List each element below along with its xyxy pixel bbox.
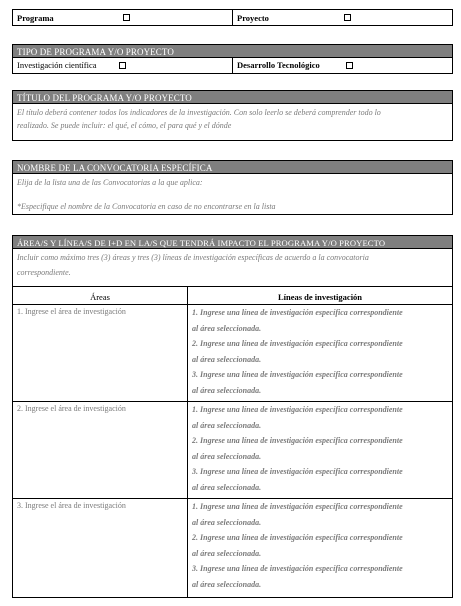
col-header-lineas-label: Líneas de investigación	[277, 292, 363, 302]
section-header-tipo: TIPO DE PROGRAMA Y/O PROYECTO	[12, 44, 453, 58]
area-cell-2[interactable]	[12, 402, 188, 499]
line-3-2b: al área seleccionada.	[192, 548, 262, 558]
line-1-1b: al área seleccionada.	[192, 323, 262, 333]
lineas-cell-1[interactable]	[188, 305, 453, 402]
line-1-3b: al área seleccionada.	[192, 385, 262, 395]
project-cell	[233, 9, 453, 26]
area-cell-1[interactable]	[12, 305, 188, 402]
titulo-instructions-2: realizado. Se puede incluir: el qué, el cómo, el para qué y el dónde	[17, 121, 232, 130]
tipo-tech-cell	[233, 58, 453, 74]
area-cell-3[interactable]	[12, 499, 188, 598]
line-2-1b: al área seleccionada.	[192, 420, 262, 430]
lineas-cell-2[interactable]	[188, 402, 453, 499]
line-3-1a: 1. Ingrese una línea de investigación específica correspondiente	[192, 502, 403, 511]
areas-instructions-2: correspondiente.	[17, 268, 71, 277]
line-1-2b: al área seleccionada.	[192, 354, 262, 364]
line-2-3a: 3. Ingrese una línea de investigación específica correspondiente	[192, 467, 403, 477]
col-header-areas	[12, 287, 188, 305]
program-label: Programa	[17, 13, 54, 23]
line-1-1a: 1. Ingrese una línea de investigación específica correspondiente	[192, 308, 403, 317]
line-1-2a: 2. Ingrese una línea de investigación específica correspondiente	[192, 339, 403, 349]
convocatoria-field[interactable]	[12, 174, 453, 215]
area-text-3: 3. Ingrese el área de investigación	[17, 501, 126, 510]
project-checkbox[interactable]	[344, 14, 351, 21]
program-checkbox[interactable]	[123, 14, 130, 21]
convocatoria-line-1: Elija de la lista una de las Convocatorias a la que aplica:	[17, 178, 203, 187]
section-header-titulo: TÍTULO DEL PROGRAMA Y/O PROYECTO	[12, 90, 453, 104]
scientific-label: Investigación científica	[17, 60, 97, 70]
area-text-1: 1. Ingrese el área de investigación	[17, 307, 126, 316]
areas-instructions-cell	[12, 249, 453, 287]
section-header-convocatoria: NOMBRE DE LA CONVOCATORIA ESPECÍFICA	[12, 160, 453, 174]
line-3-2a: 2. Ingrese una línea de investigación específica correspondiente	[192, 533, 403, 543]
program-cell	[12, 9, 233, 26]
lineas-cell-3[interactable]	[188, 499, 453, 598]
line-3-3a: 3. Ingrese una línea de investigación específica correspondiente	[192, 564, 403, 574]
col-header-lineas	[188, 287, 453, 305]
convocatoria-line-2: *Especifique el nombre de la Convocatoria en caso de no encontrarse en la lista	[17, 202, 276, 211]
line-2-1a: 1. Ingrese una línea de investigación específica correspondiente	[192, 405, 403, 414]
tipo-scientific-cell	[12, 58, 233, 74]
col-header-areas-label: Áreas	[90, 292, 110, 302]
tech-label: Desarrollo Tecnológico	[237, 60, 320, 70]
line-3-3b: al área seleccionada.	[192, 579, 262, 589]
line-2-2a: 2. Ingrese una línea de investigación específica correspondiente	[192, 436, 403, 446]
titulo-field[interactable]	[12, 104, 453, 141]
scientific-checkbox[interactable]	[119, 62, 126, 69]
line-2-2b: al área seleccionada.	[192, 451, 262, 461]
tech-checkbox[interactable]	[346, 62, 353, 69]
line-3-1b: al área seleccionada.	[192, 517, 262, 527]
project-label: Proyecto	[237, 13, 269, 23]
section-header-areas: ÁREA/S Y LÍNEA/S DE I+D EN LA/S QUE TENDRÁ IMPACTO EL PROGRAMA Y/O PROYECTO	[12, 235, 453, 249]
areas-instructions-1: Incluir como máximo tres (3) áreas y tres (3) líneas de investigación específicas de acuerdo a la convocatoria	[17, 253, 369, 262]
area-text-2: 2. Ingrese el área de investigación	[17, 404, 126, 413]
line-1-3a: 3. Ingrese una línea de investigación específica correspondiente	[192, 370, 403, 380]
titulo-instructions-1: El título deberá contener todos los indicadores de la investigación. Con solo leerlo se deberá comprender todo lo	[17, 108, 381, 117]
line-2-3b: al área seleccionada.	[192, 482, 262, 492]
